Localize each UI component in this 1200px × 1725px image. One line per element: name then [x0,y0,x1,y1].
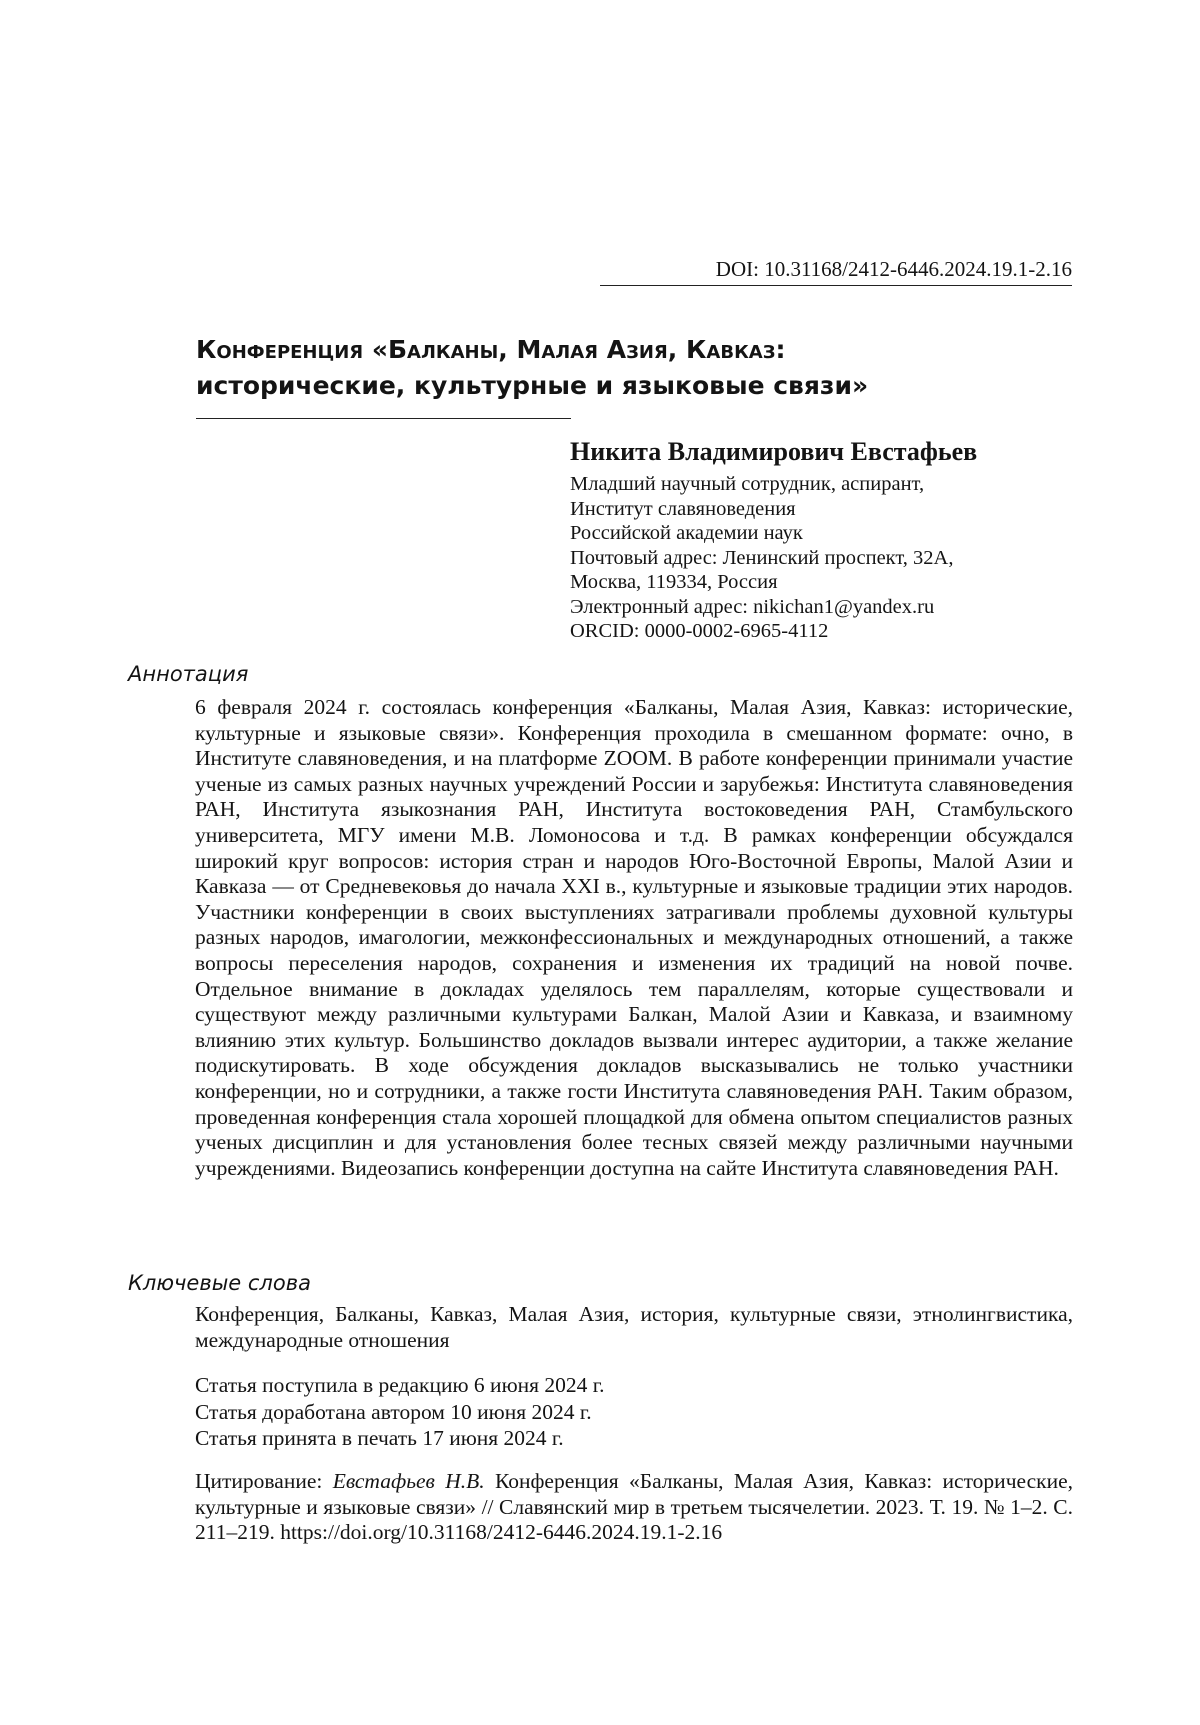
accepted-date: Статья принята в печать 17 июня 2024 г. [195,1425,1073,1452]
keywords-heading: Ключевые слова [128,1270,311,1296]
article-history [195,1372,1073,1452]
citation-authors: Евстафьев Н.В. [333,1469,485,1493]
author-city: Москва, 119334, Россия [570,570,1070,595]
doi-rule-divider [600,285,1072,286]
author-name: Никита Владимирович Евстафьев [570,435,977,469]
keywords-text: Конференция, Балканы, Кавказ, Малая Азия, история, культурные связи, этнолингвистика, международные отношения [195,1302,1073,1353]
author-postal-address: Почтовый адрес: Ленинский проспект, 32А, [570,546,1070,571]
citation-prefix: Цитирование: [195,1469,333,1493]
abstract-heading: Аннотация [128,661,248,687]
doi-line: DOI: 10.31168/2412-6446.2024.19.1-2.16 [600,256,1072,282]
article-page [0,0,1200,1725]
author-academy: Российской академии наук [570,521,1070,546]
title-rule-divider [196,418,571,419]
received-date: Статья поступила в редакцию 6 июня 2024 г. [195,1372,1073,1399]
author-email: Электронный адрес: nikichan1@yandex.ru [570,595,1070,620]
article-title-line-2: исторические, культурные и языковые связи» [196,368,1096,404]
citation-text: Конференция «Балканы, Малая Азия, Кавказ: исторические, культурные и языковые связи» // Славянский мир в третьем тысячелетии. 2023. Т. 19. № 1–2. С. 211–219. https://doi.org/10.31168/2412-6446.2024.19.1-2.16 [195,1469,1073,1544]
citation-block [195,1469,1073,1546]
article-title [196,332,1096,404]
author-orcid: ORCID: 0000-0002-6965-4112 [570,619,1070,644]
article-title-line-1: Конференция «Балканы, Малая Азия, Кавказ: [196,332,1096,368]
author-position: Младший научный сотрудник, аспирант, [570,472,1070,497]
author-institute: Институт славяноведения [570,497,1070,522]
abstract-text: 6 февраля 2024 г. состоялась конференция «Балканы, Малая Азия, Кавказ: исторические, культурные и языковые связи». Конференция проходила в смешанном формате: очно, в Институте славяноведения, и на платформе ZOOM. В работе конференции принимали участие ученые из самых разных научных учреждений России и зарубежья: Института славяноведения РАН, Института языкознания РАН, Института востоковедения РАН, Стамбульского университета, МГУ имени М.В. Ломоносова и т.д. В рамках конференции обсуждался широкий круг вопросов: история стран и народов Юго-Восточной Европы, Малой Азии и Кавказа — от Средневековья до начала XXI в., культурные и языковые традиции этих народов. Участники конференции в своих выступлениях затрагивали проблемы духовной культуры разных народов, имагологии, межконфессиональных и международных отношений, а также вопросы переселения народов, сохранения и изменения их традиций на новой почве. Отдельное внимание в докладах уделялось тем параллелям, которые существовали и существуют между различными культурами Балкан, Малой Азии и Кавказа, и взаимному влиянию этих культур. Большинство докладов вызвали интерес аудитории, а также желание подискутировать. В ходе обсуждения докладов высказывались не только участники конференции, но и сотрудники, а также гости Института славяноведения РАН. Таким образом, проведенная конференция стала хорошей площадкой для обмена опытом специалистов разных ученых дисциплин и для установления более тесных связей между различными научными учреждениями. Видеозапись конференции доступна на сайте Института славяноведения РАН. [195,695,1073,1181]
revised-date: Статья доработана автором 10 июня 2024 г. [195,1399,1073,1426]
author-affiliation-block [570,472,1070,644]
